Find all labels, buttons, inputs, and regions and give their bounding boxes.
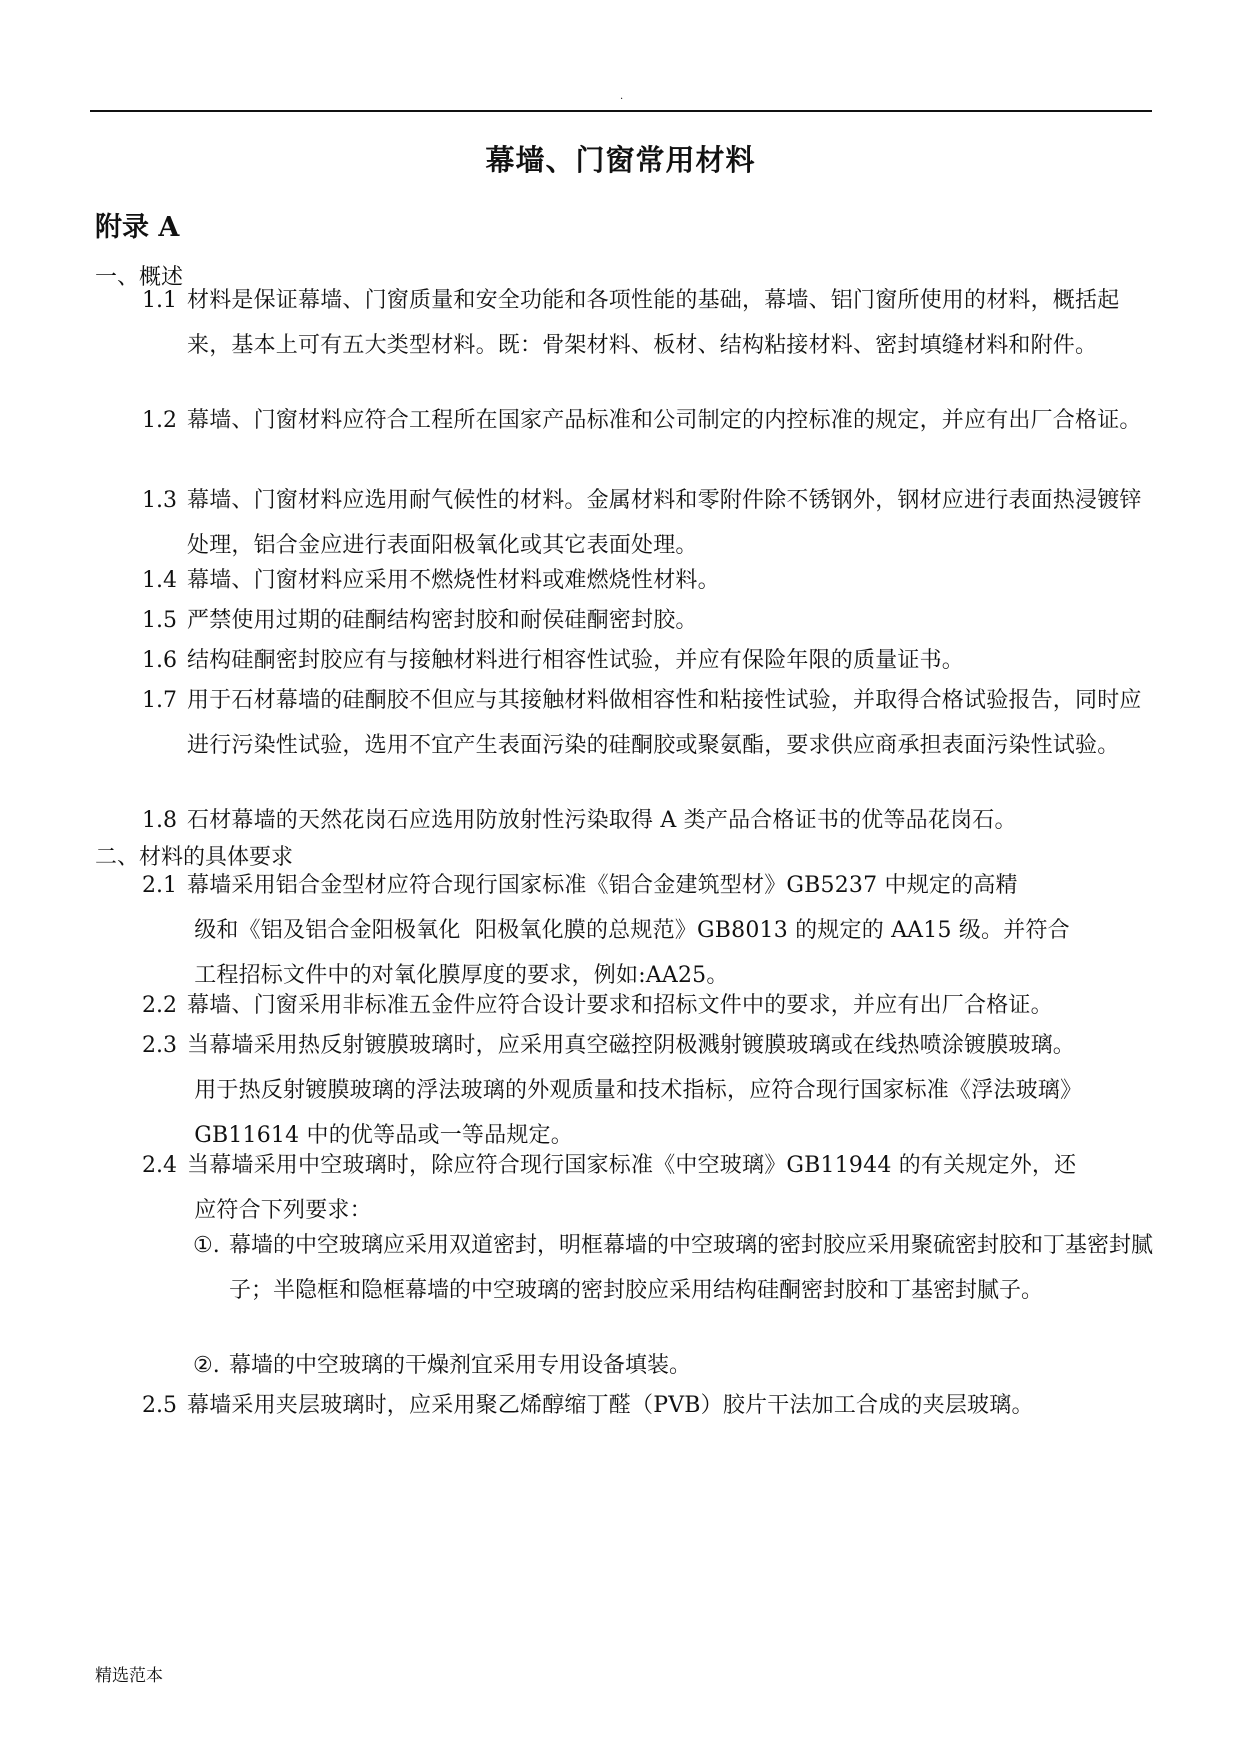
list-item <box>142 798 1152 843</box>
item-text <box>187 1143 1152 1233</box>
appendix-heading: 附录 A <box>95 212 180 243</box>
item-text-line: 幕墙采用铝合金型材应符合现行国家标准《铝合金建筑型材》GB5237 中规定的高精 <box>187 873 1018 898</box>
item-number: 2.5 <box>142 1393 177 1418</box>
item-text: 幕墙、门窗采用非标准五金件应符合设计要求和招标文件中的要求，并应有出厂合格证。 <box>187 993 1053 1018</box>
footer-text: 精选范本 <box>95 1666 163 1686</box>
item-number: 2.1 <box>142 873 177 898</box>
item-number: 1.2 <box>142 408 177 433</box>
list-item <box>142 1383 1152 1428</box>
item-text: 用于石材幕墙的硅酮胶不但应与其接触材料做相容性和粘接性试验，并取得合格试验报告，同时应进行污染性试验，选用不宜产生表面污染的硅酮胶或聚氨酯，要求供应商承担表面污染性试验。 <box>187 688 1142 758</box>
list-item <box>142 598 1152 643</box>
item-text-line: 工程招标文件中的对氧化膜厚度的要求，例如:AA25。 <box>187 963 729 988</box>
item-text: 幕墙、门窗材料应选用耐气候性的材料。金属材料和零附件除不锈钢外，钢材应进行表面热浸镀锌处理，铝合金应进行表面阳极氧化或其它表面处理。 <box>187 488 1142 558</box>
item-number: 1.4 <box>142 568 177 593</box>
item-number: 1.1 <box>142 288 177 313</box>
item-number: 2.4 <box>142 1153 177 1178</box>
list-item <box>142 983 1152 1028</box>
sub-item-text: 幕墙的中空玻璃的干燥剂宜采用专用设备填装。 <box>229 1353 692 1378</box>
list-item <box>142 398 1152 443</box>
item-number: 1.8 <box>142 808 177 833</box>
item-number: 1.6 <box>142 648 177 673</box>
item-text-line: 应符合下列要求： <box>187 1198 372 1223</box>
sub-list-item <box>193 1223 1153 1313</box>
sub-item-text: 幕墙的中空玻璃应采用双道密封，明框幕墙的中空玻璃的密封胶应采用聚硫密封胶和丁基密封腻子；半隐框和隐框幕墙的中空玻璃的密封胶应采用结构硅酮密封胶和丁基密封腻子。 <box>229 1233 1154 1303</box>
list-item <box>142 1143 1152 1233</box>
sub-list-item <box>193 1343 1153 1388</box>
list-item <box>142 558 1152 603</box>
header-rule <box>90 110 1152 112</box>
section-heading-requirements: 二、材料的具体要求 <box>95 845 294 870</box>
item-text: 材料是保证幕墙、门窗质量和安全功能和各项性能的基础，幕墙、铝门窗所使用的材料，概括起来，基本上可有五大类型材料。既：骨架材料、板材、结构粘接材料、密封填缝材料和附件。 <box>187 288 1120 358</box>
list-item <box>142 678 1152 768</box>
sub-item-mark: ②. <box>193 1353 220 1378</box>
item-text <box>187 1023 1152 1158</box>
item-text: 幕墙、门窗材料应采用不燃烧性材料或难燃烧性材料。 <box>187 568 720 593</box>
item-text <box>187 863 1152 998</box>
item-number: 2.2 <box>142 993 177 1018</box>
list-item <box>142 278 1152 368</box>
item-number: 1.7 <box>142 688 177 713</box>
item-number: 2.3 <box>142 1033 177 1058</box>
item-text-line: 当幕墙采用热反射镀膜玻璃时，应采用真空磁控阴极溅射镀膜玻璃或在线热喷涂镀膜玻璃。 <box>187 1033 1076 1058</box>
section-heading-overview: 一、概述 <box>95 265 184 290</box>
item-text: 结构硅酮密封胶应有与接触材料进行相容性试验，并应有保险年限的质量证书。 <box>187 648 965 673</box>
item-text-line: GB11614 中的优等品或一等品规定。 <box>187 1123 573 1148</box>
item-text: 石材幕墙的天然花岗石应选用防放射性污染取得 A 类产品合格证书的优等品花岗石。 <box>187 808 1017 833</box>
item-text: 幕墙、门窗材料应符合工程所在国家产品标准和公司制定的内控标准的规定，并应有出厂合格证。 <box>187 408 1142 433</box>
list-item <box>142 478 1152 568</box>
header-dot: . <box>620 91 624 102</box>
item-text-line: 级和《铝及铝合金阳极氧化 阳极氧化膜的总规范》GB8013 的规定的 AA15 级。并符合 <box>187 918 1070 943</box>
list-item <box>142 863 1152 998</box>
item-text-line: 当幕墙采用中空玻璃时，除应符合现行国家标准《中空玻璃》GB11944 的有关规定外，还 <box>187 1153 1077 1178</box>
list-item <box>142 1023 1152 1158</box>
sub-item-mark: ①. <box>193 1233 220 1258</box>
item-number: 1.3 <box>142 488 177 513</box>
item-text: 幕墙采用夹层玻璃时，应采用聚乙烯醇缩丁醛（PVB）胶片干法加工合成的夹层玻璃。 <box>187 1393 1034 1418</box>
item-text: 严禁使用过期的硅酮结构密封胶和耐侯硅酮密封胶。 <box>187 608 698 633</box>
page-title: 幕墙、门窗常用材料 <box>485 143 756 177</box>
list-item <box>142 638 1152 683</box>
item-number: 1.5 <box>142 608 177 633</box>
item-text-line: 用于热反射镀膜玻璃的浮法玻璃的外观质量和技术指标，应符合现行国家标准《浮法玻璃》 <box>187 1078 1083 1103</box>
